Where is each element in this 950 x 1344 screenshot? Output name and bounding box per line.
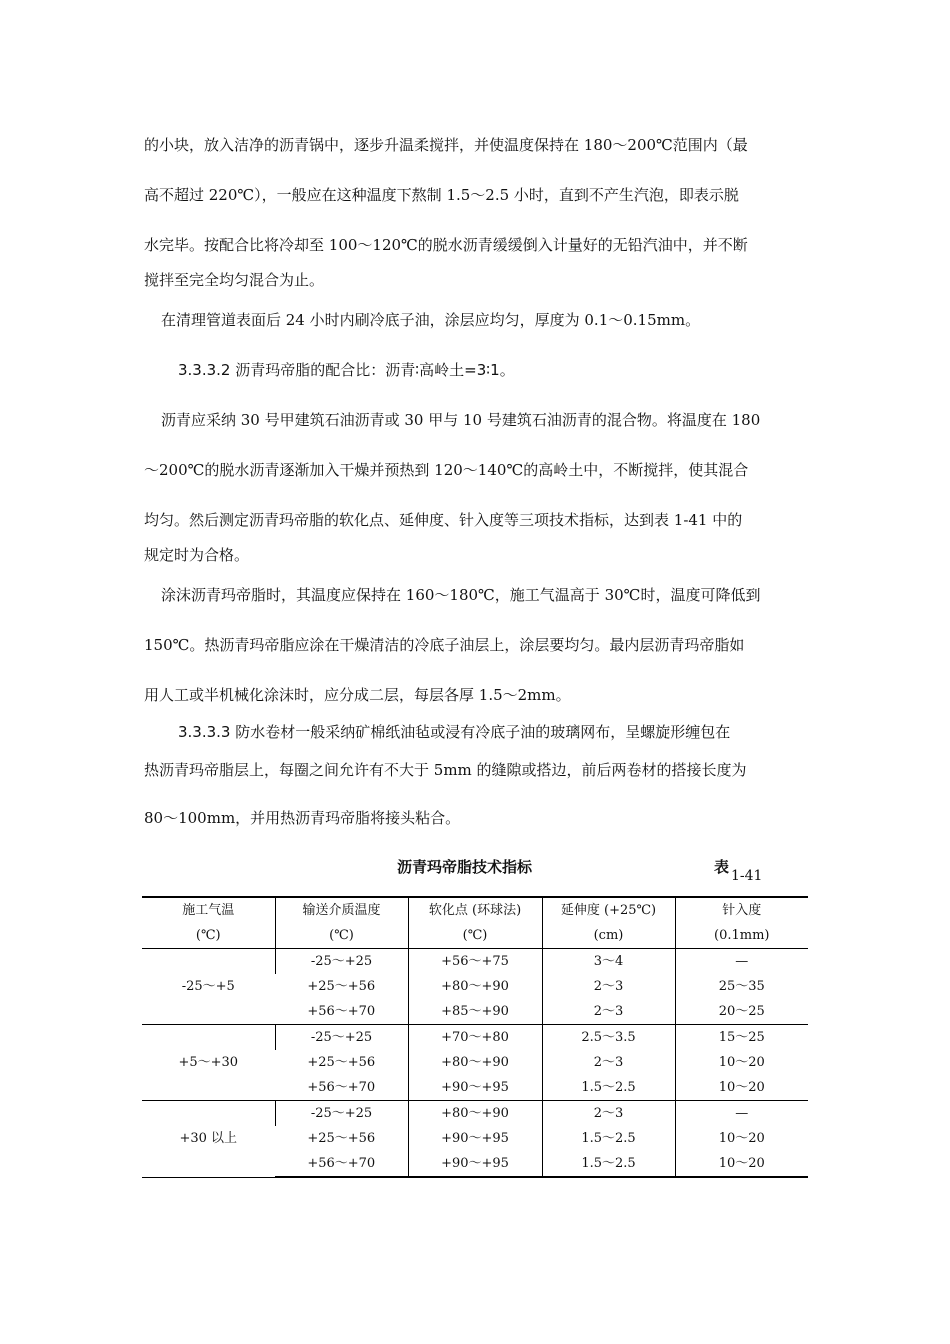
table-label-prefix: 表 [714, 858, 730, 876]
table-cell: +56～+70 [275, 1151, 408, 1177]
section-heading-3-3-3-3: 3.3.3.3 防水卷材一般采纳矿棉纸油毡或浸有冷底子油的玻璃网布，呈螺旋形缠包在 [178, 723, 731, 741]
paragraph-line: 涂沫沥青玛帝脂时，其温度应保持在 160～180℃，施工气温高于 30℃时，温度可降低到 [161, 586, 761, 604]
table-cell: +25～+56 [307, 1055, 376, 1070]
table-cell: 10～20 [675, 1075, 808, 1101]
table-unit-row [142, 923, 808, 949]
unit-medium-temp: (℃) [275, 923, 408, 949]
header-ductility: 延伸度 (+25℃) [542, 897, 675, 923]
table-cell: +90～+95 [408, 1075, 542, 1101]
table-cell: 1.5～2.5 [542, 1075, 675, 1101]
table-cell: +56～+70 [275, 999, 408, 1025]
table-cell: 10～20 [675, 1126, 808, 1151]
table-cell: 3～4 [542, 949, 675, 975]
table-cell: +90～+95 [408, 1126, 542, 1151]
unit-softening-point: (℃) [408, 923, 542, 949]
table-cell: 2～3 [542, 1101, 675, 1127]
table-row [142, 1101, 808, 1127]
construction-temp-cell: +30 以上 [142, 1101, 275, 1178]
table-cell: +56～+70 [275, 1075, 408, 1101]
paragraph-line: ～200℃的脱水沥青逐渐加入干燥并预热到 120～140℃的高岭土中，不断搅拌，使其混合 [144, 461, 749, 479]
table-number [714, 856, 763, 884]
table-cell: +80～+90 [408, 1101, 542, 1127]
paragraph-line: 规定时为合格。 [144, 546, 250, 564]
table-cell: -25～+25 [275, 1025, 408, 1051]
section-heading-3-3-3-2: 3.3.3.2 沥青玛帝脂的配合比：沥青∶高岭土=3∶1。 [178, 361, 515, 379]
paragraph-line: 高不超过 220℃），一般应在这种温度下熬制 1.5～2.5 小时，直到不产生汽泡，即表示脱 [144, 186, 739, 204]
spec-table [142, 896, 808, 1178]
table-cell: +85～+90 [408, 999, 542, 1025]
table-row [142, 949, 808, 975]
table-cell: -25～+25 [275, 949, 408, 975]
table-cell: +80～+90 [408, 974, 542, 999]
table-cell: +80～+90 [408, 1050, 542, 1075]
table-cell: 2.5～3.5 [542, 1025, 675, 1051]
table-cell: -25～+25 [275, 1101, 408, 1127]
construction-temp-cell: +5～+30 [142, 1025, 275, 1101]
paragraph-line: 用人工或半机械化涂沫时，应分成二层，每层各厚 1.5～2mm。 [144, 686, 571, 704]
paragraph-line: 热沥青玛帝脂层上，每圈之间允许有不大于 5mm 的缝隙或搭边，前后两卷材的搭接长度为 [144, 761, 747, 779]
table-header-row [142, 897, 808, 923]
paragraph-line: 的小块，放入洁净的沥青锅中，逐步升温柔搅拌，并使温度保持在 180～200℃范围内（最 [144, 136, 748, 154]
table-cell: 2～3 [542, 1050, 675, 1075]
unit-construction-temp: (℃) [142, 923, 275, 949]
paragraph-line: 在清理管道表面后 24 小时内刷冷底子油，涂层应均匀，厚度为 0.1～0.15mm。 [161, 311, 701, 329]
table-cell: — [675, 1101, 808, 1127]
table-cell: 15～25 [675, 1025, 808, 1051]
paragraph-line: 搅拌至完全均匀混合为止。 [144, 271, 325, 289]
header-medium-temp: 输送介质温度 [275, 897, 408, 923]
unit-penetration: (0.1mm) [675, 923, 808, 949]
paragraph-line: 150℃。热沥青玛帝脂应涂在干燥清洁的冷底子油层上，涂层要均匀。最内层沥青玛帝脂如 [144, 636, 745, 654]
paragraph-line: 水完毕。按配合比将冷却至 100～120℃的脱水沥青缓缓倒入计量好的无铅汽油中，并不断 [144, 236, 748, 254]
paragraph-line: 80～100mm，并用热沥青玛帝脂将接头粘合。 [144, 809, 461, 827]
construction-temp-cell: -25～+5 [142, 949, 275, 1025]
table-cell: 25～35 [675, 974, 808, 999]
header-penetration: 针入度 [675, 897, 808, 923]
table-caption: 沥青玛帝脂技术指标 [397, 858, 533, 876]
paragraph-line: 沥青应采纳 30 号甲建筑石油沥青或 30 甲与 10 号建筑石油沥青的混合物。将温度在 180 [161, 411, 761, 429]
table-cell: 20～25 [675, 999, 808, 1025]
header-construction-temp: 施工气温 [142, 897, 275, 923]
table-cell: +56～+75 [408, 949, 542, 975]
table-cell: +90～+95 [408, 1151, 542, 1177]
table-cell: 10～20 [675, 1151, 808, 1177]
header-softening-point: 软化点 (环球法) [408, 897, 542, 923]
table-label-number: 1-41 [731, 868, 763, 884]
table-row [142, 1025, 808, 1051]
table-cell: 2～3 [542, 974, 675, 999]
paragraph-line: 均匀。然后测定沥青玛帝脂的软化点、延伸度、针入度等三项技术指标，达到表 1-41 中的 [144, 511, 743, 529]
table-cell: — [675, 949, 808, 975]
table-cell: 1.5～2.5 [542, 1126, 675, 1151]
table-cell: 10～20 [675, 1050, 808, 1075]
unit-ductility: (cm) [542, 923, 675, 949]
table-cell: 1.5～2.5 [542, 1151, 675, 1177]
table-cell: 2～3 [542, 999, 675, 1025]
table-cell: +70～+80 [408, 1025, 542, 1051]
table-cell: +25～+56 [307, 979, 376, 994]
table-cell: +25～+56 [307, 1131, 376, 1146]
